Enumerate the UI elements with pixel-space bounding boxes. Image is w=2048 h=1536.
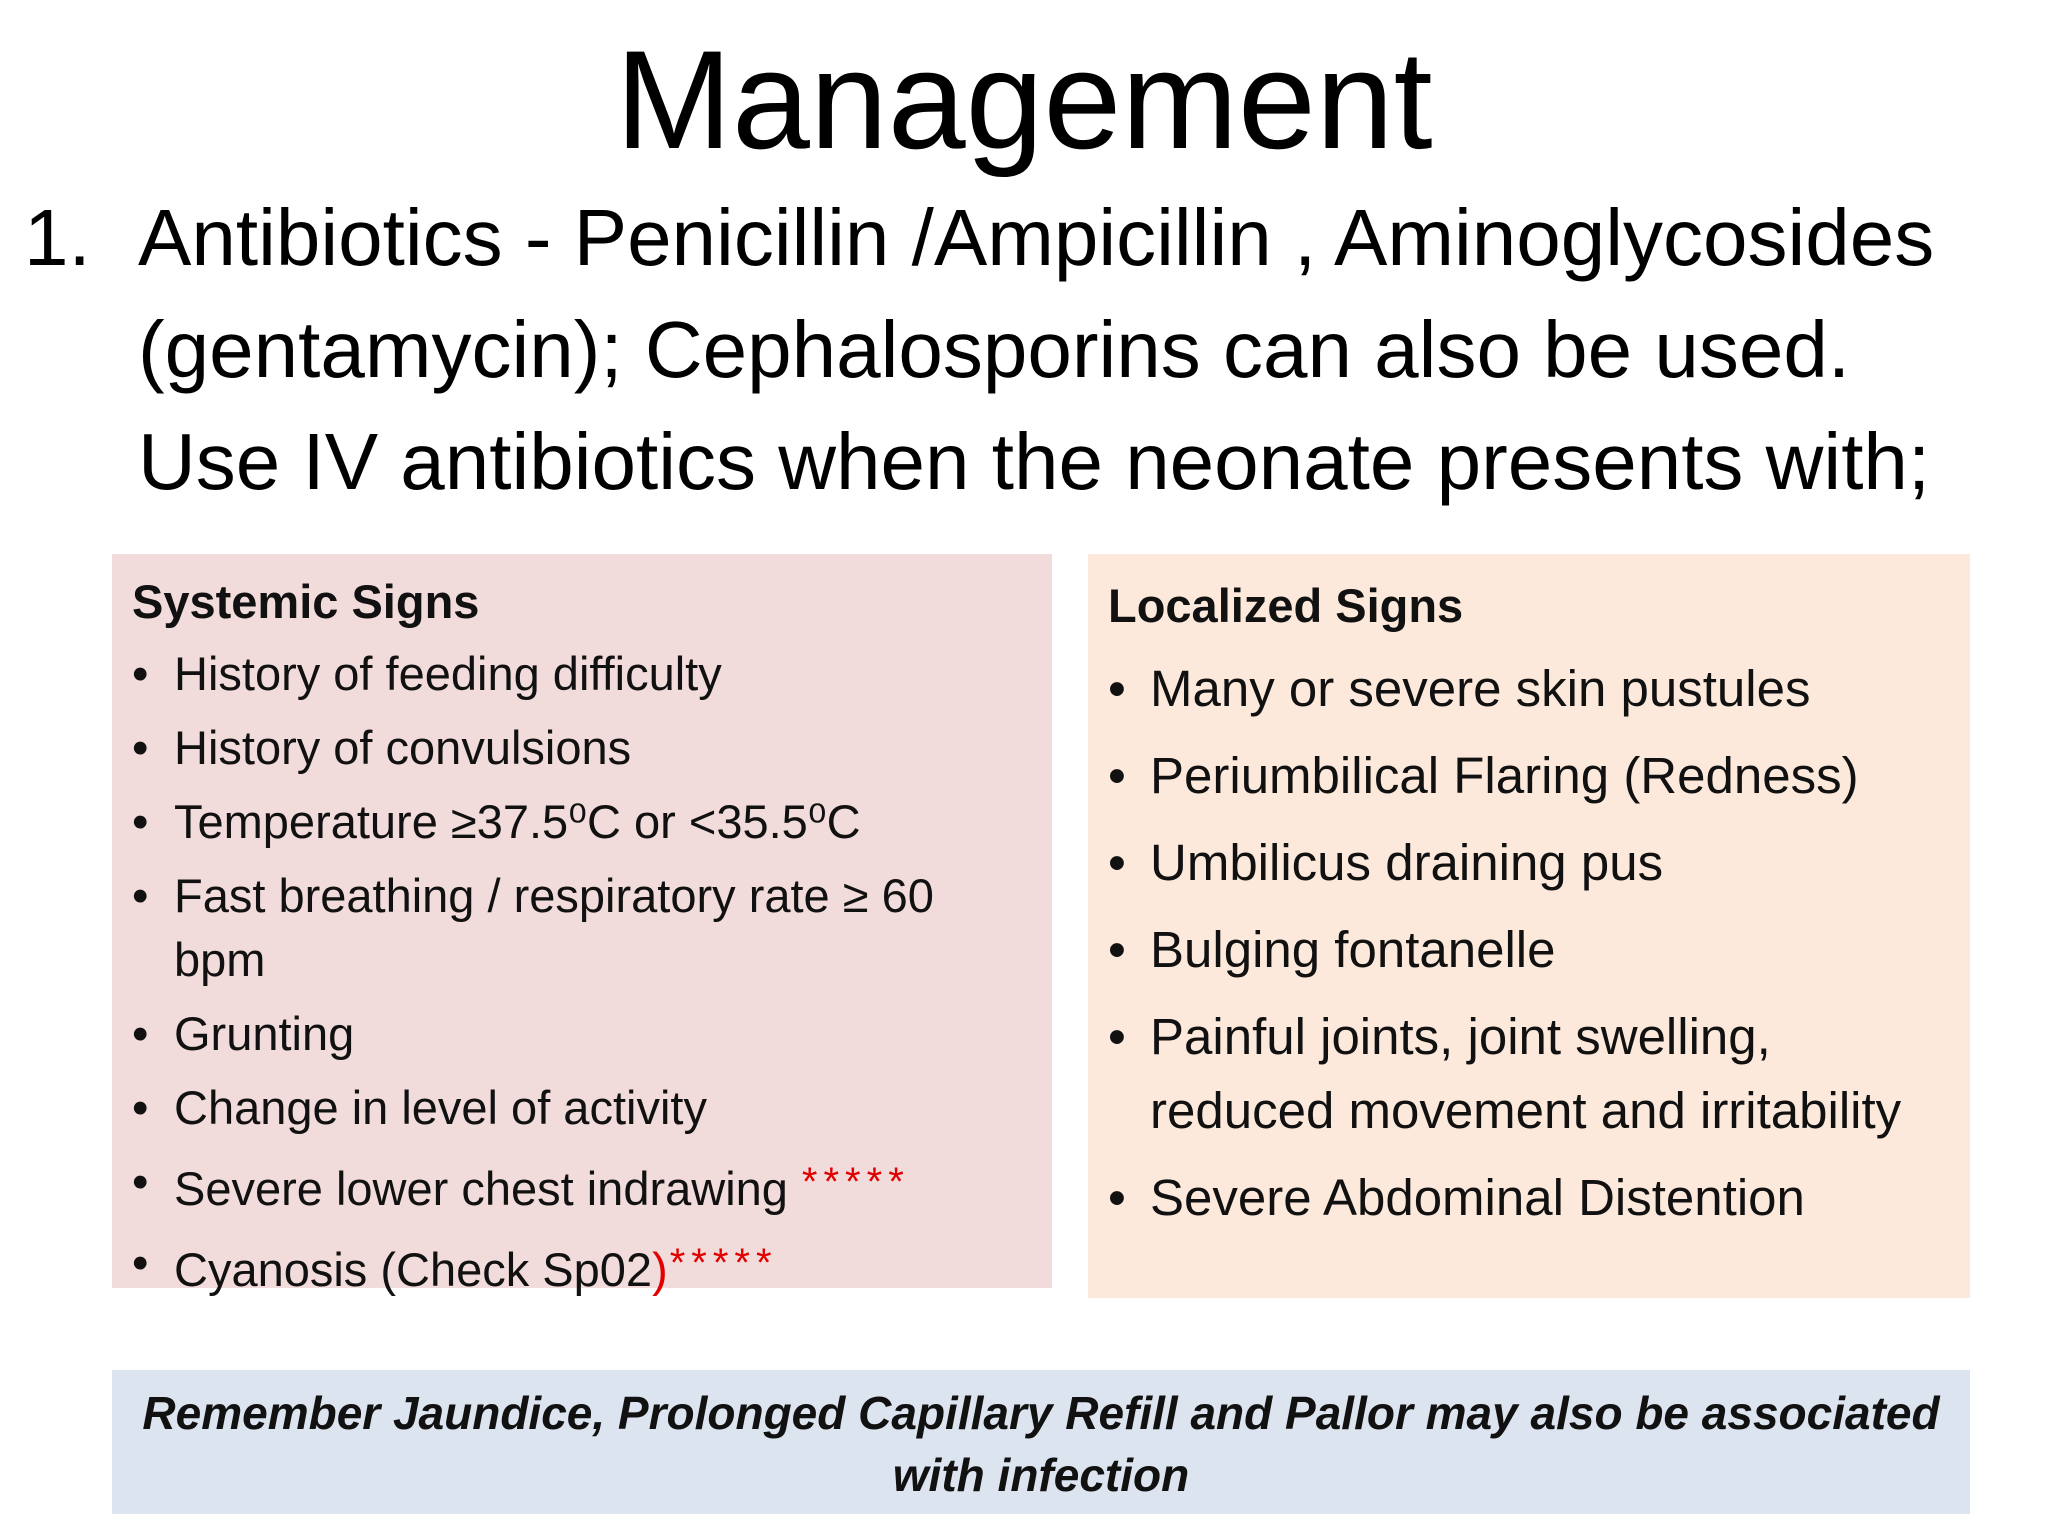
list-item — [132, 716, 1032, 780]
bullet-icon: • — [132, 869, 149, 922]
list-item — [132, 642, 1032, 706]
list-item-text: History of feeding difficulty — [174, 647, 722, 700]
list-item — [132, 1076, 1032, 1140]
asterisk-marker: ***** — [801, 1160, 910, 1204]
systemic-signs-heading: Systemic Signs — [132, 575, 480, 628]
bullet-icon: • — [132, 795, 149, 848]
systemic-signs-list — [132, 642, 1032, 1302]
slide-title: Management — [615, 21, 1433, 178]
bullet-icon: • — [132, 1155, 149, 1208]
localized-signs-list — [1108, 652, 1950, 1235]
list-item — [1108, 1161, 1950, 1235]
bullet-icon: • — [132, 1007, 149, 1060]
list-item — [1108, 739, 1950, 813]
list-item-text: Temperature ≥37.5⁰C or <35.5⁰C — [174, 795, 861, 848]
localized-signs-heading: Localized Signs — [1108, 579, 1464, 632]
bullet-icon: • — [132, 1236, 149, 1289]
bullet-icon: • — [1108, 921, 1126, 978]
bullet-icon: • — [132, 721, 149, 774]
bullet-icon: • — [132, 1081, 149, 1134]
list-item-text: Painful joints, joint swelling, reduced movement and irritability — [1150, 1008, 1902, 1139]
list-item — [1108, 826, 1950, 900]
list-item-text: Cyanosis (Check Sp02 — [174, 1243, 653, 1296]
reminder-note: Remember Jaundice, Prolonged Capillary Refill and Pallor may also be associated with infection — [112, 1370, 1970, 1514]
localized-signs-box — [1088, 554, 1970, 1298]
list-item-text: Change in level of activity — [174, 1081, 707, 1134]
list-item-text: Grunting — [174, 1007, 355, 1060]
list-item-text: Periumbilical Flaring (Redness) — [1150, 747, 1859, 804]
list-item — [132, 1150, 1032, 1221]
bullet-icon: • — [1108, 660, 1126, 717]
list-item — [1108, 652, 1950, 726]
bullet-icon: • — [1108, 1169, 1126, 1226]
asterisk-marker: ***** — [669, 1241, 778, 1285]
systemic-signs-box — [112, 554, 1052, 1296]
closing-paren: ) — [652, 1243, 668, 1296]
list-item-text: Bulging fontanelle — [1150, 921, 1556, 978]
point-line: Use IV antibiotics when the neonate presents with; — [138, 417, 1931, 506]
list-item-text: Umbilicus draining pus — [1150, 834, 1664, 891]
point-line: Antibiotics - Penicillin /Ampicillin , Aminoglycosides — [138, 193, 1935, 282]
list-item-text: Severe lower chest indrawing — [174, 1162, 788, 1215]
bullet-icon: • — [1108, 834, 1126, 891]
list-item — [132, 1231, 1032, 1302]
list-item-text: History of convulsions — [174, 721, 632, 774]
bullet-icon: • — [1108, 747, 1126, 804]
list-item — [132, 1002, 1032, 1066]
bullet-icon: • — [132, 647, 149, 700]
list-item — [1108, 1000, 1950, 1148]
point-text — [138, 182, 2034, 518]
point-line: (gentamycin); Cephalosporins can also be used. — [138, 305, 1851, 394]
list-item-text: Severe Abdominal Distention — [1150, 1169, 1805, 1226]
list-item-text: Many or severe skin pustules — [1150, 660, 1811, 717]
bullet-icon: • — [1108, 1008, 1126, 1065]
list-item — [132, 790, 1032, 854]
point-number: 1. — [24, 193, 91, 282]
list-item — [1108, 913, 1950, 987]
list-item — [132, 864, 1032, 992]
list-item-text: Fast breathing / respiratory rate ≥ 60 bpm — [174, 869, 934, 986]
